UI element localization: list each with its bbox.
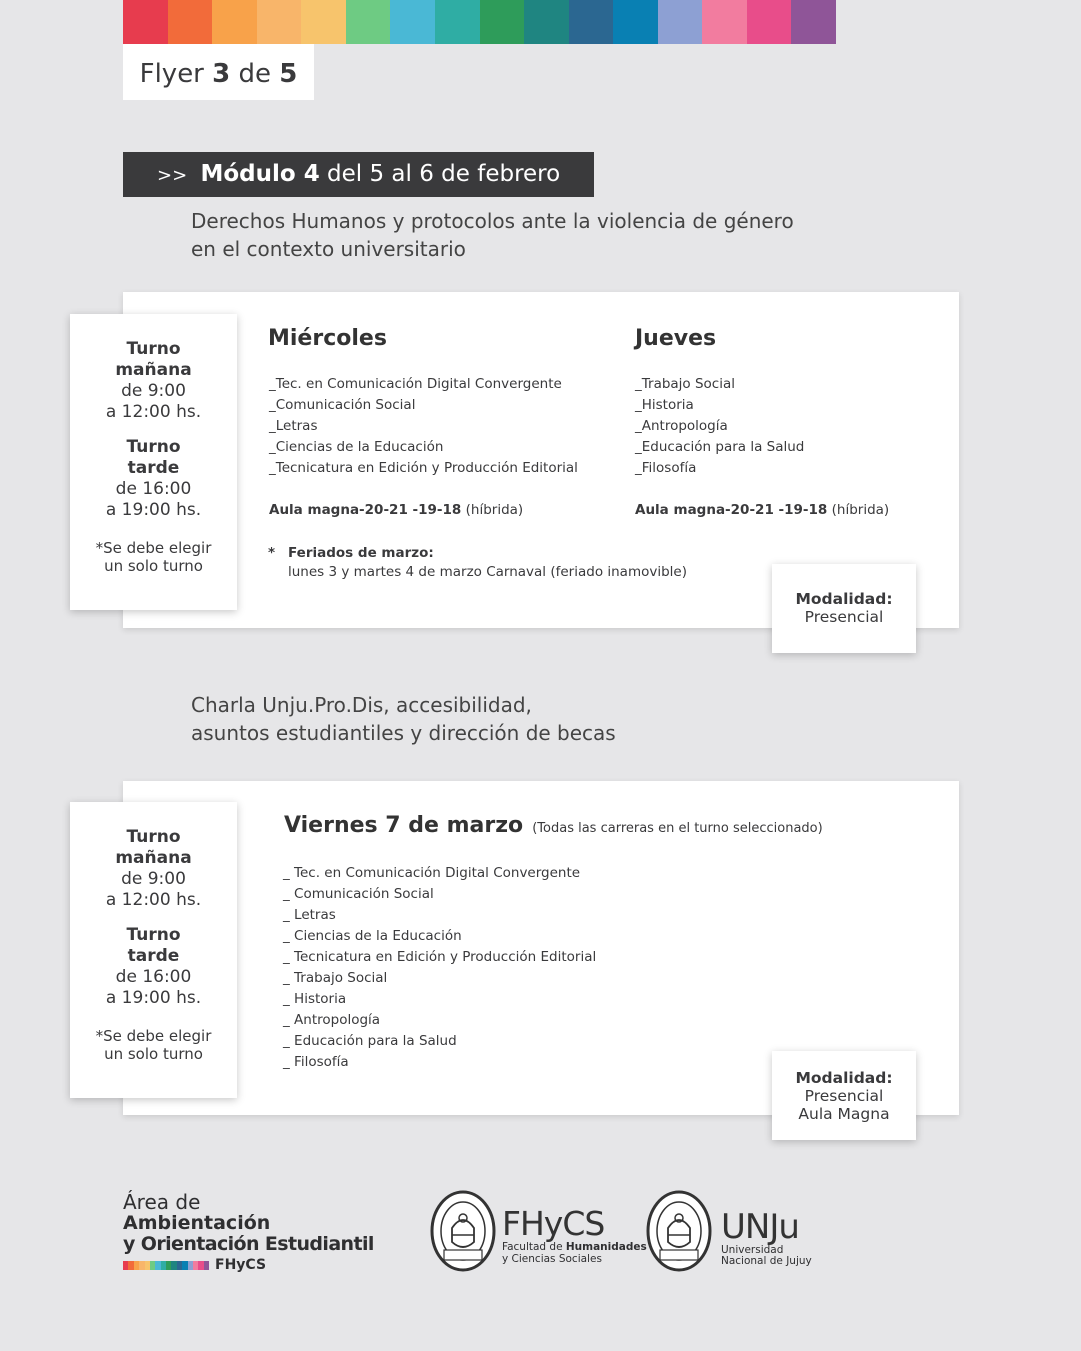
feriados-note: * Feriados de marzo: lunes 3 y martes 4 de marzo Carnaval (feriado inamovible) [268, 545, 687, 580]
color-swatch [168, 0, 213, 44]
color-swatch [569, 0, 614, 44]
color-swatch [212, 0, 257, 44]
color-swatch [747, 0, 792, 44]
list-item: _Trabajo Social [635, 376, 736, 392]
color-swatch [301, 0, 346, 44]
list-item: _ Letras [283, 907, 336, 923]
color-swatch [791, 0, 836, 44]
unju-logo: UNJu Universidad Nacional de Jujuy [721, 1207, 812, 1267]
wednesday-aula: Aula magna-20-21 -19-18 (híbrida) [269, 502, 524, 518]
modalidad-box-2: Modalidad: Presencial Aula Magna [772, 1051, 916, 1140]
list-item: _Antropología [635, 418, 728, 434]
wednesday-title: Miércoles [268, 326, 387, 351]
turno-box-1: Turno mañana de 9:00 a 12:00 hs. Turno tarde de 16:00 a 19:00 hs. *Se debe elegir un solo turno [70, 314, 237, 610]
section2-subtitle: Charla Unju.Pro.Dis, accesibilidad, asuntos estudiantiles y dirección de becas [191, 693, 616, 745]
list-item: _Educación para la Salud [635, 439, 805, 455]
list-item: _ Tecnicatura en Edición y Producción Editorial [283, 949, 597, 965]
color-swatch [524, 0, 569, 44]
unju-seal-icon [646, 1190, 712, 1272]
list-item: _Tec. en Comunicación Digital Convergente [269, 376, 562, 392]
wednesday-list [269, 374, 578, 479]
section1-subtitle: Derechos Humanos y protocolos ante la violencia de género en el contexto universitario [191, 209, 794, 261]
color-swatch [346, 0, 391, 44]
list-item: _ Historia [283, 991, 347, 1007]
list-item: _Letras [269, 418, 318, 434]
color-swatch [480, 0, 525, 44]
area-logo: Área de Ambientación y Orientación Estudiantil FHyCS [123, 1190, 374, 1273]
color-swatch [390, 0, 435, 44]
module-arrows: >> [157, 165, 188, 186]
list-item: _ Comunicación Social [283, 886, 434, 902]
list-item: _Filosofía [635, 460, 697, 476]
list-item: _Comunicación Social [269, 397, 416, 413]
color-swatch [702, 0, 747, 44]
color-swatch [658, 0, 703, 44]
modalidad-box-1: Modalidad: Presencial [772, 564, 916, 653]
list-item: _ Filosofía [283, 1054, 349, 1070]
friday-list [283, 863, 596, 1073]
list-item: _Ciencias de la Educación [269, 439, 444, 455]
list-item: _Tecnicatura en Edición y Producción Editorial [269, 460, 578, 476]
turno-box-2: Turno mañana de 9:00 a 12:00 hs. Turno tarde de 16:00 a 19:00 hs. *Se debe elegir un solo turno [70, 802, 237, 1098]
list-item: _ Antropología [283, 1012, 381, 1028]
friday-subtitle: (Todas las carreras en el turno seleccionado) [532, 821, 823, 836]
list-item: _ Tec. en Comunicación Digital Convergente [283, 865, 581, 881]
friday-title: Viernes 7 de marzo [284, 813, 524, 838]
friday-header [284, 813, 823, 838]
color-swatch [435, 0, 480, 44]
color-swatch [123, 0, 168, 44]
flyer-counter: Flyer 3 de 5 [123, 44, 314, 100]
list-item: _ Educación para la Salud [283, 1033, 457, 1049]
thursday-aula: Aula magna-20-21 -19-18 (híbrida) [635, 502, 890, 518]
list-item: _ Ciencias de la Educación [283, 928, 462, 944]
list-item: _ Trabajo Social [283, 970, 388, 986]
color-swatch [204, 1261, 209, 1270]
list-item: _Historia [635, 397, 694, 413]
module-banner [123, 152, 594, 197]
mini-color-strip [123, 1261, 209, 1270]
module-name: Módulo 4 [200, 161, 320, 187]
fhycs-seal-icon [430, 1190, 496, 1272]
color-swatch [613, 0, 658, 44]
module-dates: del 5 al 6 de febrero [327, 161, 561, 187]
thursday-title: Jueves [635, 326, 717, 351]
color-strip [123, 0, 836, 44]
color-swatch [257, 0, 302, 44]
fhycs-logo: FHyCS Facultad de Humanidades y Ciencias Sociales [502, 1204, 647, 1265]
thursday-list [635, 374, 804, 479]
